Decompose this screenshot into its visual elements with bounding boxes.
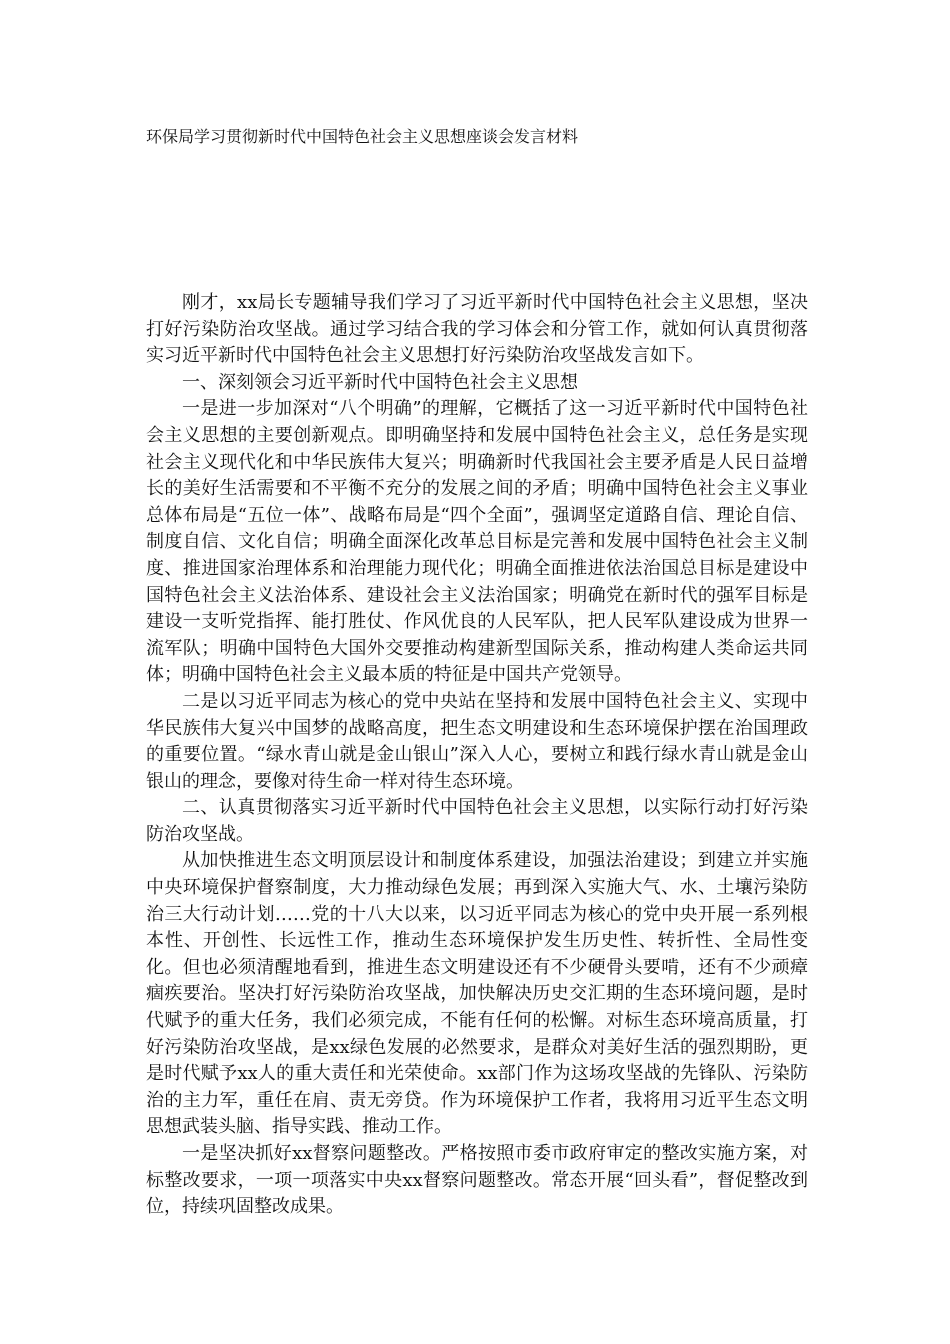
paragraph-eight-clarifications: 一是进一步加深对“八个明确”的理解，它概括了这一习近平新时代中国特色社会主义思想的主要创新观点。即明确坚持和发展中国特色社会主义，总任务是实现社会主义现代化和中华民族伟大复兴；明确新时代我国社会主要矛盾是人民日益增长的美好生活需要和不平衡不充分的发展之间的矛盾；明确中国特色社会主义事业总体布局是“五位一体”、战略布局是“四个全面”，强调坚定道路自信、理论自信、制度自信、文化自信；明确全面深化改革总目标是完善和发展中国特色社会主义制度、推进国家治理体系和治理能力现代化；明确全面推进依法治国总目标是建设中国特色社会主义法治体系、建设社会主义法治国家；明确党在新时代的强军目标是建设一支听党指挥、能打胜仗、作风优良的人民军队，把人民军队建设成为世界一流军队；明确中国特色大国外交要推动构建新型国际关系，推动构建人类命运共同体；明确中国特色社会主义最本质的特征是中国共产党领导。 bbox=[146, 398, 808, 686]
paragraph-ecological-civilization: 二是以习近平同志为核心的党中央站在坚持和发展中国特色社会主义、实现中华民族伟大复兴中国梦的战略高度，把生态文明建设和生态环境保护摆在治国理政的重要位置。“绿水青山就是金山银山”深入人心，要树立和践行绿水青山就是金山银山的理念，要像对待生命一样对待生态环境。 bbox=[146, 690, 808, 792]
document-body bbox=[146, 290, 808, 1221]
document-title: 环保局学习贯彻新时代中国特色社会主义思想座谈会发言材料 bbox=[146, 127, 579, 146]
paragraph-intro: 刚才，xx局长专题辅导我们学习了习近平新时代中国特色社会主义思想，坚决打好污染防治攻坚战。通过学习结合我的学习体会和分管工作，就如何认真贯彻落实习近平新时代中国特色社会主义思想打好污染防治攻坚战发言如下。 bbox=[146, 292, 808, 367]
section-heading-2: 二、认真贯彻落实习近平新时代中国特色社会主义思想，以实际行动打好污染防治攻坚战。 bbox=[146, 797, 808, 845]
paragraph-pollution-control: 从加快推进生态文明顶层设计和制度体系建设，加强法治建设；到建立并实施中央环境保护督察制度，大力推动绿色发展；再到深入实施大气、水、土壤污染防治三大行动计划……党的十八大以来，以习近平同志为核心的党中央开展一系列根本性、开创性、长远性工作，推动生态环境保护发生历史性、转折性、全局性变化。但也必须清醒地看到，推进生态文明建设还有不少硬骨头要啃，还有不少顽瘴痼疾要治。坚决打好污染防治攻坚战，加快解决历史交汇期的生态环境问题，是时代赋予的重大任务，我们必须完成，不能有任何的松懈。对标生态环境高质量，打好污染防治攻坚战，是xx绿色发展的必然要求，是群众对美好生活的强烈期盼，更是时代赋予xx人的重大责任和光荣使命。xx部门作为这场攻坚战的先锋队、污染防治的主力军，重任在肩、责无旁贷。作为环境保护工作者，我将用习近平生态文明思想武装头脑、指导实践、推动工作。 bbox=[146, 850, 808, 1138]
paragraph-inspection-rectification: 一是坚决抓好xx督察问题整改。严格按照市委市政府审定的整改实施方案，对标整改要求，一项一项落实中央xx督察问题整改。常态开展“回头看”，督促整改到位，持续巩固整改成果。 bbox=[146, 1143, 808, 1218]
section-heading-1: 一、深刻领会习近平新时代中国特色社会主义思想 bbox=[182, 371, 578, 393]
